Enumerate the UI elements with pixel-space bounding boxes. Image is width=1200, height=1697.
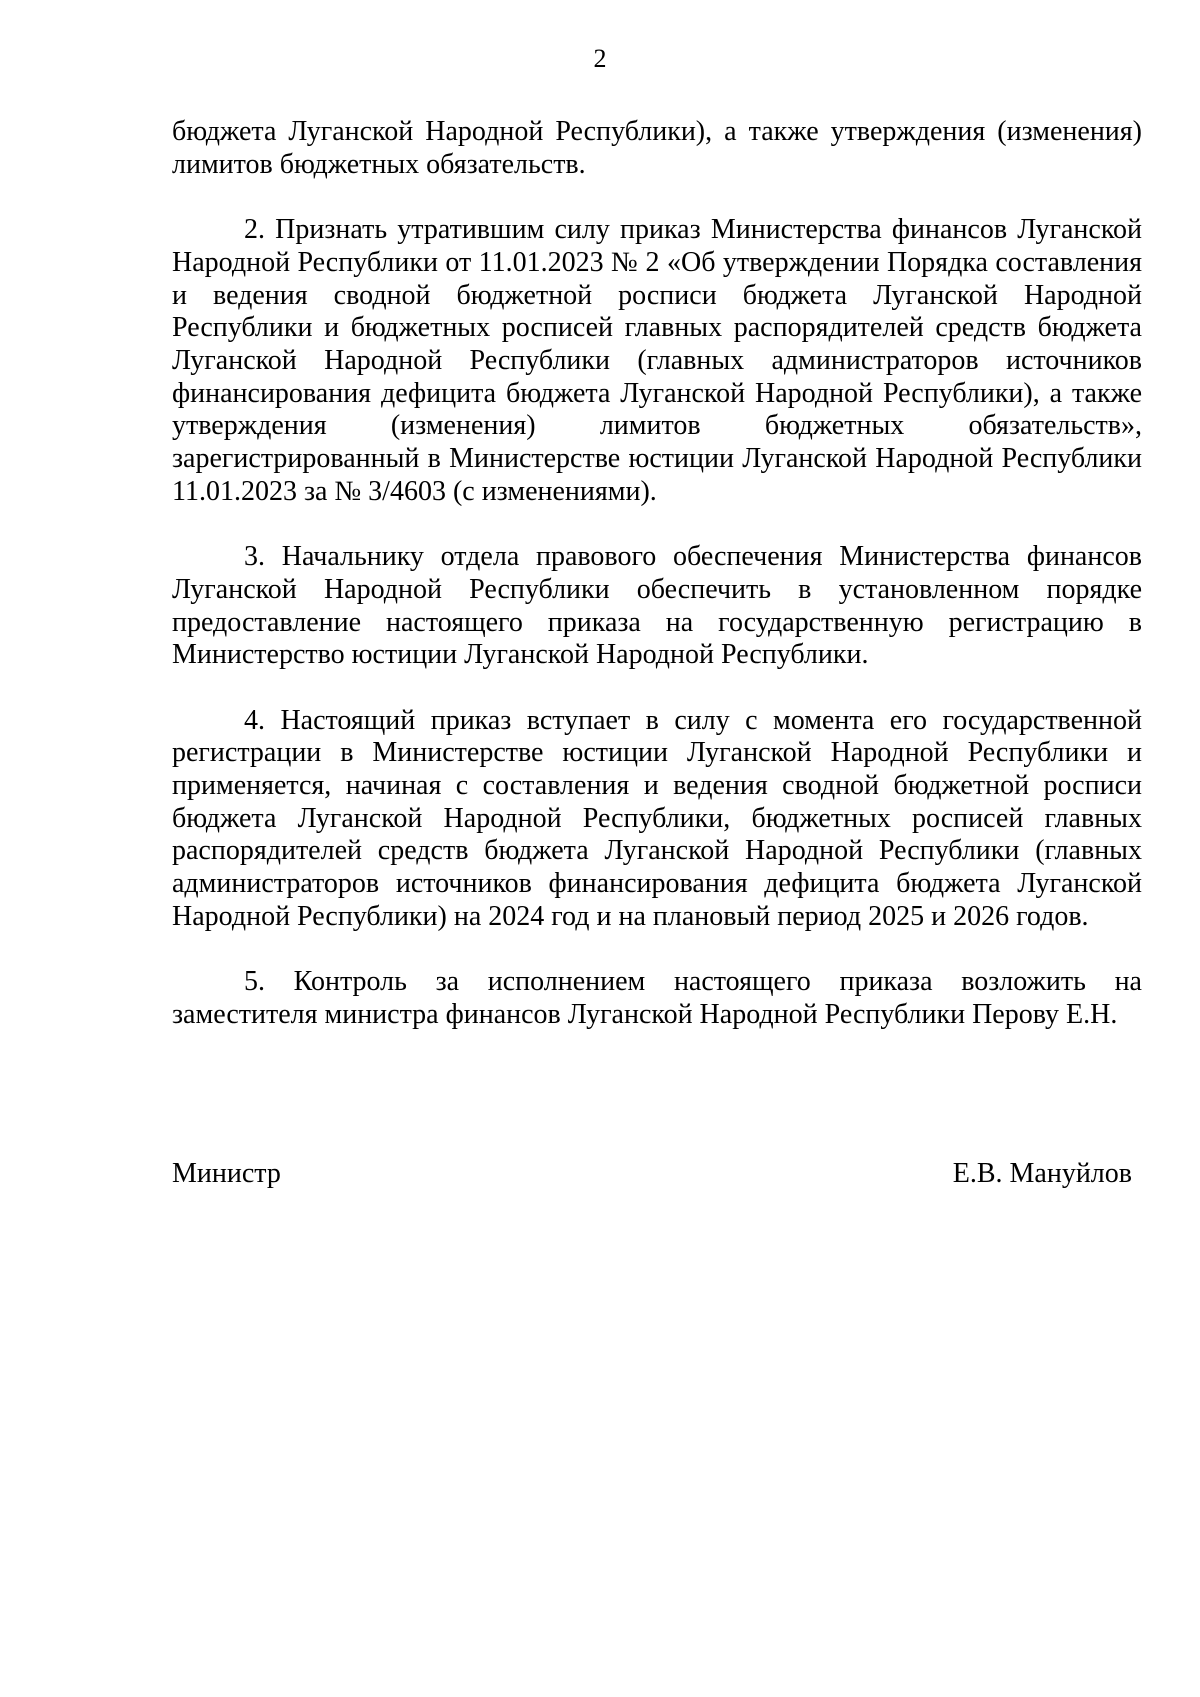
paragraph-item-2: 2. Признать утратившим силу приказ Министерства финансов Луганской Народной Республики от 11.01.2023 № 2 «Об утверждении Порядка составления и ведения сводной бюджетной росписи бюджета Луганской Народной Республики и бюджетных росписей главных распорядителей средств бюджета Луганской Народной Республики (главных администраторов источников финансирования дефицита бюджета Луганской Народной Республики), а также утверждения (изменения) лимитов бюджетных обязательств», зарегистрированный в Министерстве юстиции Луганской Народной Республики 11.01.2023 за № 3/4603 (с изменениями). [172, 214, 1142, 507]
page-number: 2 [593, 44, 607, 73]
paragraph-item-4: 4. Настоящий приказ вступает в силу с момента его государственной регистрации в Министерстве юстиции Луганской Народной Республики и применяется, начиная с составления и ведения сводной бюджетной росписи бюджета Луганской Народной Республики, бюджетных росписей главных распорядителей средств бюджета Луганской Народной Республики (главных администраторов источников финансирования дефицита бюджета Луганской Народной Республики) на 2024 год и на плановый период 2025 и 2026 годов. [172, 704, 1142, 932]
paragraph-item-3: 3. Начальнику отдела правового обеспечения Министерства финансов Луганской Народной Республики обеспечить в установленном порядке предоставление настоящего приказа на государственную регистрацию в Министерство юстиции Луганской Народной Республики. [172, 541, 1142, 671]
paragraph-item-5: 5. Контроль за исполнением настоящего приказа возложить на заместителя министра финансов Луганской Народной Республики Перову Е.Н. [172, 966, 1142, 1030]
signature-block [172, 1158, 1132, 1191]
document-body [172, 116, 1142, 1064]
signatory-name: Е.В. Мануйлов [952, 1158, 1132, 1189]
signatory-position: Министр [172, 1158, 281, 1189]
paragraph-continuation: бюджета Луганской Народной Республики), а также утверждения (изменения) лимитов бюджетных обязательств. [172, 116, 1142, 180]
